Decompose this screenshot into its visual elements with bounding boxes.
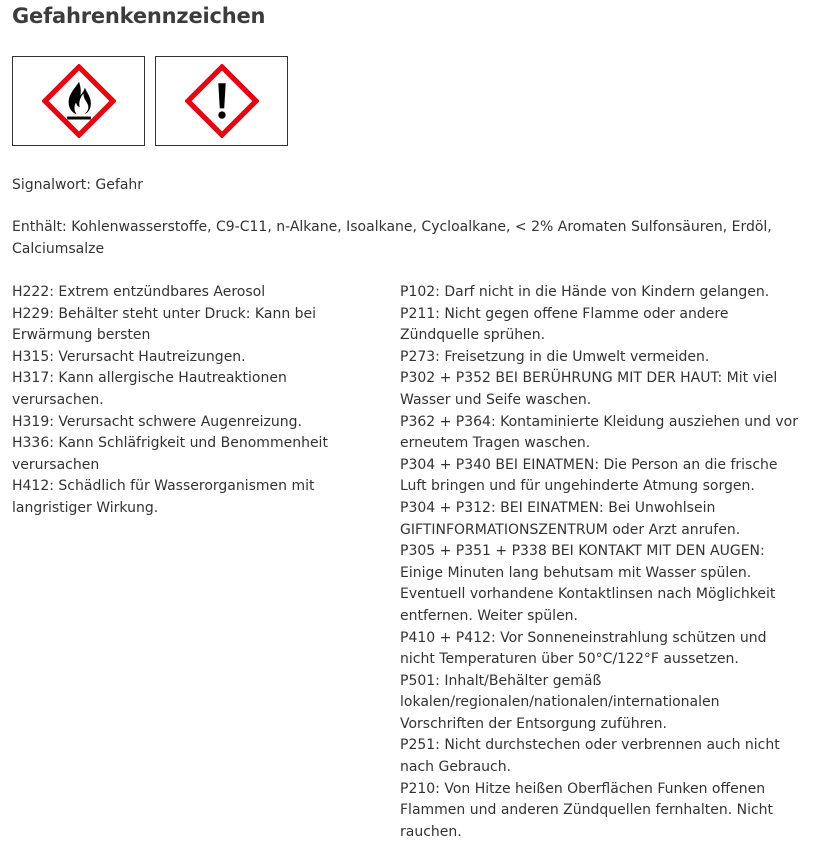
p-statement: P304 + P340 BEI EINATMEN: Die Person an die frische Luft bringen und für ungehinderte Atmung sorgen.	[400, 456, 778, 495]
p-statement: P211: Nicht gegen offene Flamme oder andere Zündquelle sprühen.	[400, 305, 729, 344]
p-statement: P102: Darf nicht in die Hände von Kindern gelangen.	[400, 284, 770, 300]
p-statement: P304 + P312: BEI EINATMEN: Bei Unwohlsein GIFTINFORMATIONSZENTRUM oder Arzt anrufen.	[400, 499, 741, 538]
contains-text: Enthält: Kohlenwasserstoffe, C9-C11, n-Alkane, Isoalkane, Cycloalkane, < 2% Aromaten Sulfonsäuren, Erdöl, Calciumsalze	[12, 219, 772, 257]
p-statement: P410 + P412: Vor Sonneneinstrahlung schützen und nicht Temperaturen über 50°C/122°F aussetzen.	[400, 629, 767, 668]
exclamation-hazard-icon	[185, 64, 259, 138]
h-statement: H336: Kann Schläfrigkeit und Benommenheit verursachen	[12, 435, 328, 473]
h-statement: H319: Verursacht schwere Augenreizung.	[12, 413, 302, 430]
pictogram-exclamation	[155, 56, 288, 146]
p-statement: P210: Von Hitze heißen Oberflächen Funken offenen Flammen und anderen Zündquellen fernhalten. Nicht rauchen.	[400, 780, 774, 840]
h-statement: H315: Verursacht Hautreizungen.	[12, 348, 246, 365]
p-statement: P501: Inhalt/Behälter gemäß lokalen/regionalen/nationalen/internationalen Vorschriften der Entsorgung zuführen.	[400, 672, 720, 732]
p-statement: P302 + P352 BEI BERÜHRUNG MIT DER HAUT: Mit viel Wasser und Seife waschen.	[400, 370, 778, 408]
h-statements-list	[12, 282, 382, 520]
p-statement: P273: Freisetzung in die Umwelt vermeiden.	[400, 348, 710, 365]
p-statement: P251: Nicht durchstechen oder verbrennen auch nicht nach Gebrauch.	[400, 737, 780, 776]
flame-hazard-icon	[42, 64, 116, 138]
h-statement: H317: Kann allergische Hautreaktionen verursachen.	[12, 370, 287, 408]
p-statement: P362 + P364: Kontaminierte Kleidung ausziehen und vor erneutem Tragen waschen.	[400, 413, 798, 452]
h-statement: H222: Extrem entzündbares Aerosol	[12, 284, 266, 300]
page-title: Gefahrenkennzeichen	[12, 4, 266, 28]
p-statements-list	[400, 282, 800, 843]
hazard-pictograms	[12, 56, 288, 146]
h-statement: H412: Schädlich für Wasserorganismen mit langristiger Wirkung.	[12, 478, 315, 516]
h-statement: H229: Behälter steht unter Druck: Kann bei Erwärmung bersten	[12, 305, 317, 344]
signal-word: Signalwort: Gefahr	[12, 177, 144, 193]
pictogram-flame	[12, 56, 145, 146]
p-statement: P305 + P351 + P338 BEI KONTAKT MIT DEN AUGEN: Einige Minuten lang behutsam mit Wasser spülen. Eventuell vorhandene Kontaktlinsen nach Möglichkeit entfernen. Weiter spülen.	[400, 543, 776, 624]
